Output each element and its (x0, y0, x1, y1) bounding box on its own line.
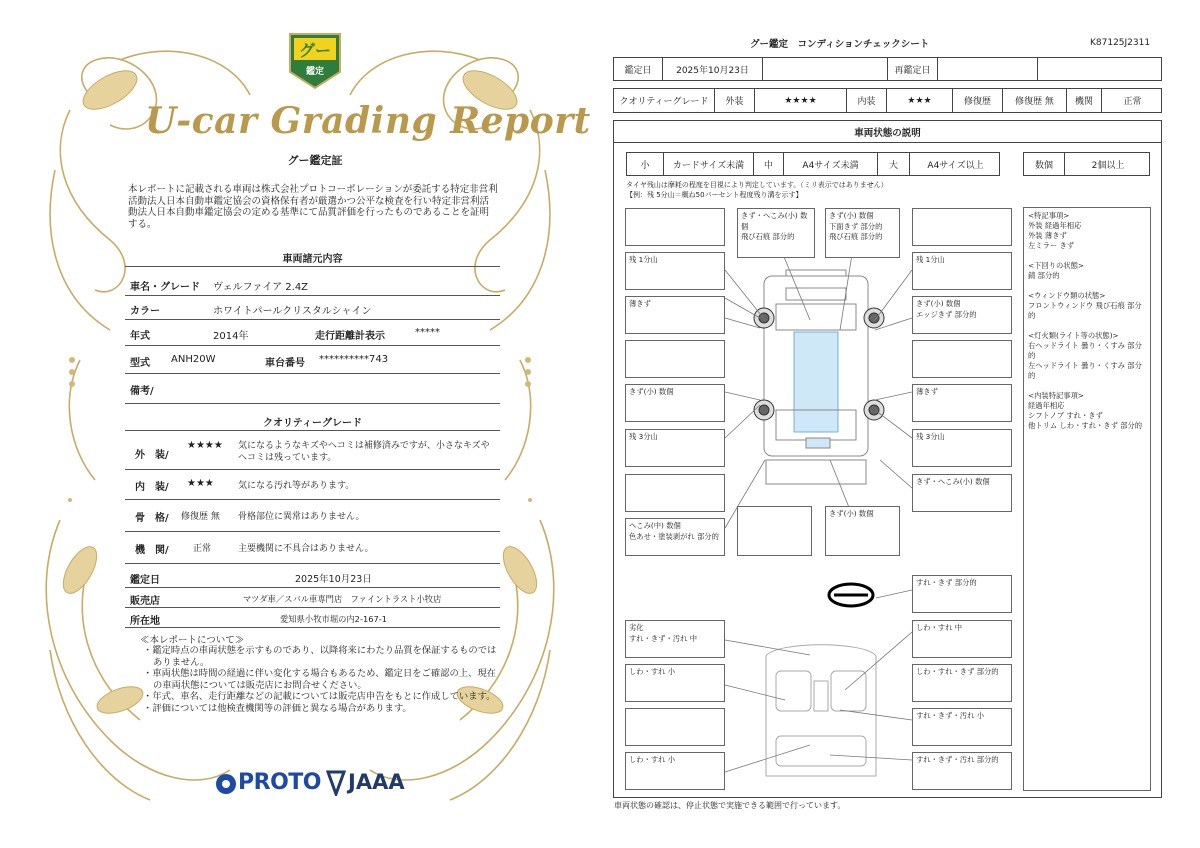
diagram-label-int-right-4: すれ・きず・汚れ 部分的 (912, 752, 1012, 790)
exterior-label: 外 装/ (135, 450, 169, 461)
diagram-label-blank (625, 708, 725, 746)
engine-text: 主要機関に不具合はありません。 (238, 544, 374, 554)
list-item: ・ 年式、車名、走行距離などの記載については販売店申告をもとに作成しています。 (140, 691, 500, 703)
address-label: 所在地 (130, 616, 160, 627)
chassis-label: 車台番号 (265, 358, 305, 369)
diagram-label-tire-fr: 残 1分山 (912, 252, 1012, 290)
spec-row-color (125, 296, 500, 320)
engine-label: 機関 (1066, 89, 1101, 112)
redate-value (937, 58, 1037, 80)
list-item: ・ 鑑定時点の車両状態を示すものであり、以降将来にわたり品質を保証するものではありません。 (140, 645, 500, 668)
repair-value: 修復歴 無 (1002, 89, 1066, 112)
diagram-label-int-right-3: すれ・きず・汚れ 小 (912, 708, 1012, 746)
spec-row-name (125, 272, 500, 296)
ext-label: 外装 (714, 89, 754, 112)
interior-label: 内 装/ (135, 482, 169, 493)
svg-text:鑑定: 鑑定 (305, 67, 325, 77)
diagram-label-blank (625, 340, 725, 378)
sheet-footer: 車両状態の確認は、停止状態で実施できる範囲で行っています。 (614, 801, 846, 810)
quality-row-exterior (125, 434, 500, 470)
diagram-label-steering: すれ・きず 部分的 (912, 575, 1012, 613)
sheet-title: グー鑑定 コンディションチェックシート (750, 39, 930, 50)
redate-label: 再鑑定日 (887, 58, 937, 80)
date-value: 2025年10月23日 (662, 58, 762, 80)
interior-stars: ★★★ (187, 478, 214, 489)
proto-logo-icon (214, 772, 238, 796)
shop-value: マツダ車／スバル車専門店 ファイントラスト小牧店 (243, 594, 442, 604)
engine-value: 正常 (1101, 89, 1163, 112)
diagram-label-tire-fl: 残 1分山 (625, 252, 725, 290)
color-label: カラー (130, 306, 160, 317)
info-row-date (125, 566, 500, 588)
quality-row-frame (125, 500, 500, 532)
address-value: 愛知県小牧市堀の内2-167-1 (280, 614, 388, 624)
blank-cell (1037, 58, 1163, 80)
cursive-title: U-car Grading Report (145, 100, 591, 142)
size-legend (626, 152, 1000, 176)
diagram-label-blank (737, 506, 812, 556)
doc-number: K87125J2311 (1090, 38, 1151, 48)
engine-value: 正常 (193, 544, 212, 554)
date-row (613, 57, 1162, 81)
repair-label: 修復歴 (952, 89, 1002, 112)
svg-text:グー: グー (298, 41, 332, 60)
specs-title: 車両諸元内容 (282, 254, 343, 265)
diagram-label-tire-rr: 残 3分山 (912, 429, 1012, 467)
grade-row (613, 88, 1162, 113)
year-label: 年式 (130, 331, 150, 342)
diagram-label-tire-rl: 残 3分山 (625, 429, 725, 467)
count-desc: 2個以上 (1064, 153, 1151, 175)
diagram-label-left-rear: へこみ(中) 数個 色あせ・塗装剥がれ 部分的 (625, 518, 725, 556)
certificate-statement: 本レポートに記載される車両は株式会社プロトコーポレーションが委託する特定非営利活動法人日本自動車鑑定協会の資格保有者が厳選かつ公平な検査を行い特定非営利活動法人日本自動車鑑定協会の定める基準にて品質評価を行ったものであることを証明する。 (128, 184, 498, 230)
quality-title: クオリティーグレード (263, 418, 362, 429)
int-stars: ★★★ (886, 89, 952, 112)
chassis-value: **********743 (319, 354, 389, 365)
diagram-label-int-left-2: しわ・すれ 小 (625, 664, 725, 702)
size-large-desc: A4サイズ以上 (909, 153, 1001, 175)
diagram-label-int-right-1: しわ・すれ 中 (912, 620, 1012, 658)
divider (125, 430, 500, 431)
diagram-label-left-rear-door: きず(小) 数個 (625, 384, 725, 422)
jaaa-logo-icon (326, 770, 346, 796)
special-notes: <特記事項> 外装 経過年相応 外装 薄きず 左ミラー きず <下回りの状態> 錆 部分的 <ウィンドウ類の状態> フロントウィンドウ 飛び石痕 部分的 <灯火類(ライト等の状態)> 右ヘッドライト 曇り・くすみ 部分的 左ヘッドライト 曇り・くすみ 部分的 <内装特記事項> 経過年相応 シフトノブ すれ・きず 他トリム しわ・すれ・きず 部分的 (1023, 207, 1151, 791)
spec-row-model (125, 346, 500, 374)
tire-note-1: タイヤ残山は摩耗の程度を目視により判定しています。（ミリ表示ではありません） (626, 181, 888, 189)
name-value: ヴェルファイア 2.4Z (213, 282, 309, 293)
year-value: 2014年 (213, 331, 249, 342)
diagram-label-blank (625, 474, 725, 512)
count-legend (1023, 152, 1150, 176)
diagram-label-int-left-4: しわ・すれ 小 (625, 752, 725, 790)
diagram-label-blank (912, 208, 1012, 246)
diagram-label-right-front: きず(小) 数個 エッジきず 部分的 (912, 296, 1012, 334)
proto-logo-text: PROTO (238, 770, 321, 795)
goo-kantei-badge-icon (286, 30, 344, 92)
date-label: 鑑定日 (130, 575, 160, 586)
diagram-label-right-rear-door: 薄きず (912, 384, 1012, 422)
engine-label: 機 関/ (135, 545, 169, 556)
int-label: 内装 (846, 89, 886, 112)
date-value: 2025年10月23日 (295, 574, 372, 585)
diagram-label-blank (625, 208, 725, 246)
blank-cell (762, 58, 887, 80)
notes-list (140, 645, 500, 714)
remarks-label: 備考/ (130, 386, 154, 397)
frame-value: 修復歴 無 (181, 512, 220, 522)
state-title: 車両状態の説明 (614, 121, 1161, 143)
color-value: ホワイトパールクリスタルシャイン (213, 306, 372, 317)
quality-row-interior (125, 470, 500, 500)
diagram-label-blank (912, 340, 1012, 378)
list-item: ・ 車両状態は時間の経過に伴い変化する場合もあるため、鑑定日をご確認の上、現在の車両状態については販売店にお問合せください。 (140, 668, 500, 691)
size-small-desc: カードサイズ未満 (663, 153, 753, 175)
info-row-shop (125, 588, 500, 608)
diagram-label-front-left: きず・へこみ(小) 数個 飛び石痕 部分的 (737, 208, 815, 258)
certificate-title: グー鑑定証 (287, 154, 343, 167)
exterior-stars: ★★★★ (187, 440, 223, 451)
info-row-address (125, 608, 500, 628)
diagram-label-rear: きず(小) 数個 (825, 506, 900, 556)
divider (125, 266, 500, 267)
quality-row-engine (125, 532, 500, 564)
count-label: 数個 (1034, 160, 1053, 171)
spec-row-year (125, 320, 500, 346)
model-value: ANH20W (171, 354, 216, 365)
mileage-label: 走行距離計表示 (315, 331, 385, 342)
grade-label: クオリティーグレード (619, 97, 709, 107)
diagram-label-left-front: 薄きず (625, 296, 725, 334)
frame-label: 骨 格/ (135, 513, 169, 524)
size-mid: 中 (753, 153, 783, 175)
shop-label: 販売店 (130, 596, 160, 607)
size-mid-desc: A4サイズ未満 (783, 153, 877, 175)
size-small: 小 (640, 160, 650, 171)
diagram-label-front: きず(小) 数個 下面きず 部分的 飛び石痕 部分的 (825, 208, 900, 258)
exterior-text: 気になるようなキズやヘコミは補修済みですが、小さなキズやヘコミは残っています。 (238, 441, 490, 463)
interior-text: 気になる汚れ等があります。 (238, 481, 355, 491)
jaaa-logo-text: JAAA (348, 770, 405, 794)
diagram-label-dashboard: 劣化 すれ・きず・汚れ 中 (625, 620, 725, 658)
model-label: 型式 (130, 358, 150, 369)
spec-row-remarks (125, 374, 500, 404)
frame-text: 骨格部位に異常はありません。 (238, 512, 365, 522)
diagram-label-int-right-2: しわ・すれ・きず 部分的 (912, 664, 1012, 702)
ext-stars: ★★★★ (754, 89, 846, 112)
mileage-value: ***** (415, 327, 440, 338)
size-large: 大 (877, 153, 909, 175)
diagram-label-right-rear: きず・へこみ(小) 数個 (912, 474, 1012, 512)
name-label: 車名・グレード (130, 282, 200, 293)
list-item: ・ 評価については他検査機関等の評価と異なる場合があります。 (140, 703, 500, 715)
tire-note-2: 【例：残 5分山＝概ね50パーセント程度残り溝を示す】 (626, 191, 803, 199)
date-label: 鑑定日 (624, 65, 652, 76)
notes-heading: ≪本レポートについて≫ (140, 635, 245, 646)
